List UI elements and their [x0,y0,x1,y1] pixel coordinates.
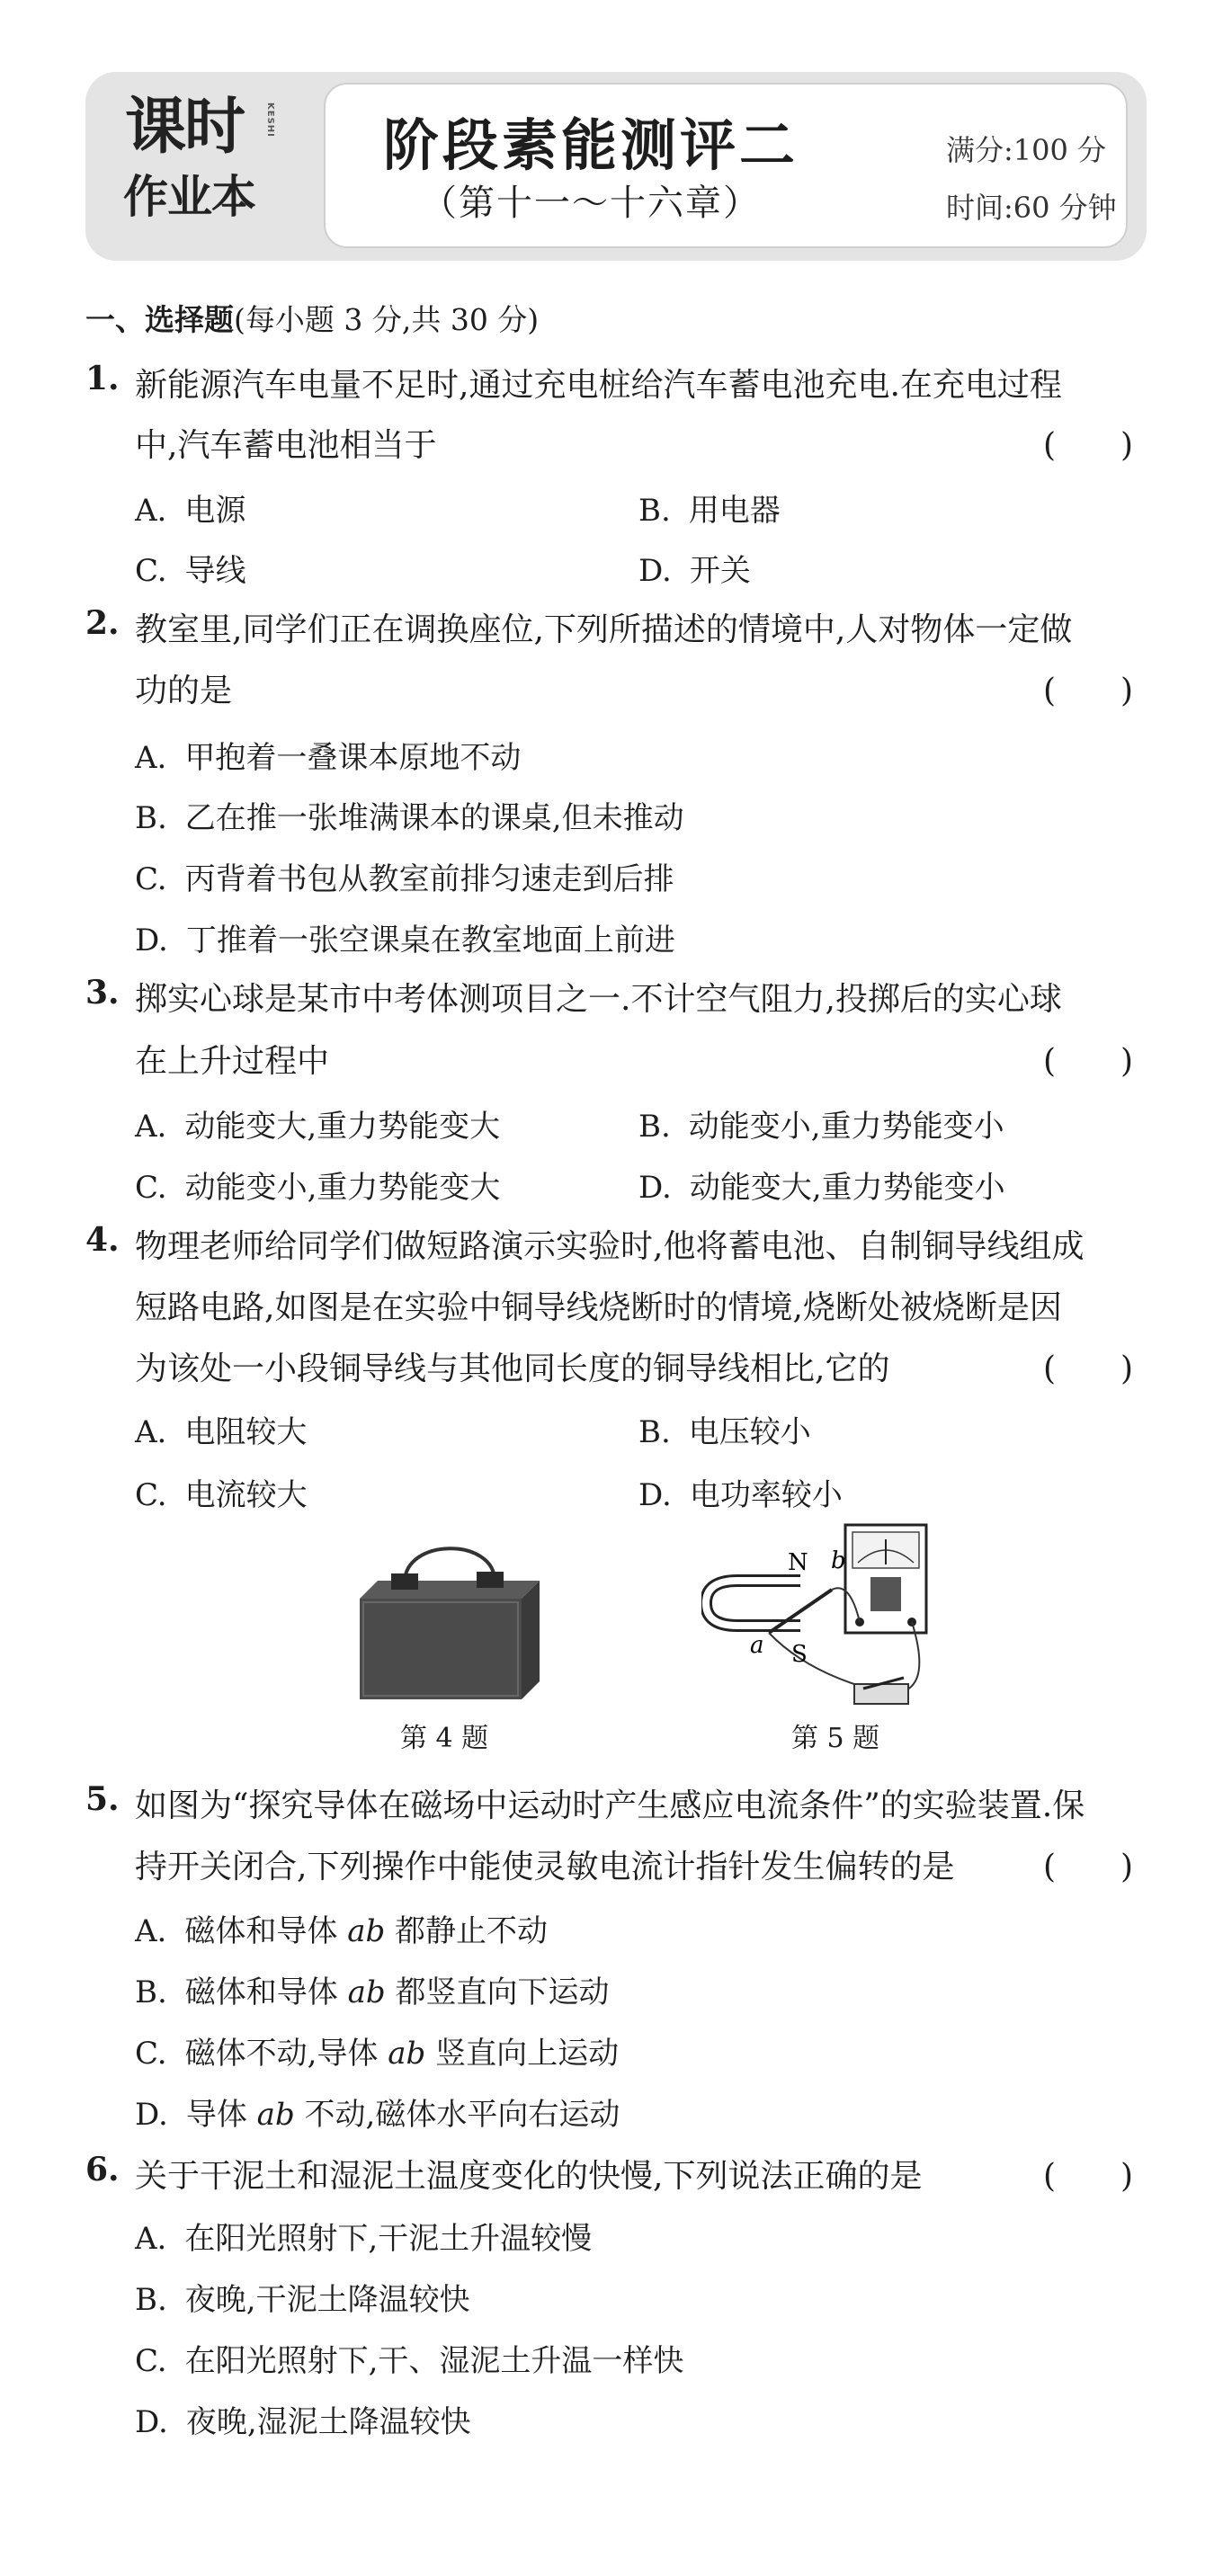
option-label: A. [135,1913,167,1949]
option-text: 甲抱着一叠课本原地不动 [184,740,522,776]
option-text: 电源 [184,493,246,529]
option-text: 动能变小,重力势能变大 [184,1170,501,1206]
option-label: C. [135,861,167,897]
question-3-option-b [638,1101,1004,1145]
option-label: C. [135,1170,167,1206]
question-5-option-a [135,1906,548,1950]
option-text: 电流较大 [184,1477,308,1513]
option-text: 在阳光照射下,干、湿泥土升温一样快 [184,2343,684,2379]
figure-5-caption: 第 5 题 [791,1723,880,1754]
option-text: 动能变小,重力势能变小 [688,1109,1004,1145]
option-text: 丙背着书包从教室前排匀速走到后排 [184,861,674,897]
option-label: D. [638,1477,672,1513]
question-1-option-d [638,546,751,590]
logo-pinyin-text: KESHI [265,103,275,138]
option-text: 动能变大,重力势能变大 [184,1109,501,1145]
magnet-label-n: N [788,1549,808,1576]
question-5-option-c [135,2028,619,2072]
option-label: B. [638,1414,671,1450]
battery-front [360,1599,522,1699]
option-label: D. [638,1170,672,1206]
question-1-line-2: 中,汽车蓄电池相当于 [135,427,437,464]
option-label: B. [638,1109,671,1145]
full-score: 满分:100 分 [946,133,1107,167]
title-box [324,83,1128,248]
option-label: C. [135,553,167,589]
section-title-text: 一、选择题 [85,302,234,337]
question-4-option-b [638,1407,811,1451]
battery-top [360,1581,540,1599]
page-title: 阶段素能测评二 [382,112,799,178]
question-4-line-2: 短路电路,如图是在实验中铜导线烧断时的情境,烧断处被烧断是因 [135,1289,1062,1326]
question-3-line-2: 在上升过程中 [135,1043,330,1080]
option-text: 开关 [689,553,751,589]
option-label: D. [135,2404,168,2440]
question-5-line-1: 如图为“探究导体在磁场中运动时产生感应电流条件”的实验装置.保 [135,1787,1085,1824]
option-variable: ab [347,1913,386,1949]
question-3-answer-blank: ( ) [1043,1043,1134,1080]
option-text: 在阳光照射下,干泥土升温较慢 [184,2221,593,2257]
question-1-line-1: 新能源汽车电量不足时,通过充电桩给汽车蓄电池充电.在充电过程 [135,367,1062,404]
question-6-option-b [135,2275,470,2319]
figure-4-caption: 第 4 题 [400,1723,489,1754]
option-label: B. [135,800,167,836]
option-text: 动能变大,重力势能变小 [689,1170,1005,1206]
question-6-option-a [135,2214,592,2258]
option-text: 乙在推一张堆满课本的课桌,但未推动 [184,800,684,836]
page-subtitle: （第十一～十六章） [421,183,761,224]
option-text: 电压较小 [688,1414,811,1450]
question-2-number: 2. [85,604,120,642]
question-6-answer-blank: ( ) [1043,2158,1134,2195]
question-5-option-b [135,1967,609,2011]
battery-terminal-right [477,1572,504,1588]
question-4-option-a [135,1407,307,1451]
question-2-option-d [135,915,675,959]
battery-terminal-left [391,1573,418,1590]
question-6-option-d [135,2397,471,2441]
question-2-option-a [135,733,521,777]
logo-sub-text: 作业本 [123,171,255,223]
question-4-line-1: 物理老师给同学们做短路演示实验时,他将蓄电池、自制铜导线组成 [135,1228,1085,1265]
option-text: 导体 [185,2097,247,2133]
option-text: 电阻较大 [184,1414,308,1450]
conductor-label-a: a [750,1632,764,1659]
question-3-number: 3. [85,974,120,1012]
option-label: D. [638,553,672,589]
option-text: 磁体不动,导体 [184,2036,379,2072]
question-5-line-2: 持开关闭合,下列操作中能使灵敏电流计指针发生偏转的是 [135,1849,955,1885]
question-4-line-3: 为该处一小段铜导线与其他同长度的铜导线相比,它的 [135,1350,890,1387]
option-text: 导线 [184,553,246,589]
question-6-number: 6. [85,2151,120,2188]
question-3-option-d [638,1163,1005,1207]
option-text: 丁推着一张空课桌在教室地面上前进 [185,923,675,958]
question-4-option-c [135,1470,308,1514]
question-1-option-a [135,486,245,530]
question-1-answer-blank: ( ) [1043,427,1134,464]
question-6-option-c [135,2336,683,2380]
question-2-option-b [135,793,684,837]
question-1-number: 1. [85,360,120,397]
question-4-number: 4. [85,1221,120,1259]
section-note: (每小题 3 分,共 30 分) [234,302,540,337]
header-banner [85,72,1147,261]
option-label: A. [135,1414,167,1450]
question-5-number: 5. [85,1780,120,1818]
option-label: B. [638,493,671,529]
question-3-option-a [135,1101,500,1145]
switch-base [854,1684,908,1704]
conductor-label-b: b [831,1547,846,1574]
galvanometer-mechanism [870,1577,901,1611]
question-4-option-d [638,1470,843,1514]
question-3-line-1: 掷实心球是某市中考体测项目之一.不计空气阻力,投掷后的实心球 [135,981,1062,1018]
option-label: B. [135,2282,167,2318]
option-label: D. [135,2097,168,2133]
question-1-option-c [135,546,246,590]
question-3-option-c [135,1163,500,1207]
option-text: 磁体和导体 [184,1974,338,2010]
time-limit: 时间:60 分钟 [946,191,1117,225]
option-text-rest: 都竖直向下运动 [395,1974,610,2010]
option-text: 夜晚,干泥土降温较快 [184,2282,470,2318]
option-text: 夜晚,湿泥土降温较快 [185,2404,471,2440]
option-variable: ab [388,2036,426,2072]
magnet-label-s: S [791,1641,808,1668]
option-text: 电功率较小 [689,1477,843,1513]
battery-side [522,1581,540,1699]
option-variable: ab [347,1974,386,2010]
question-4-answer-blank: ( ) [1043,1350,1134,1387]
option-label: A. [135,740,167,776]
option-label: C. [135,2036,167,2072]
question-2-option-c [135,854,674,898]
option-label: D. [135,923,168,958]
question-6-line-1: 关于干泥土和湿泥土温度变化的快慢,下列说法正确的是 [135,2158,923,2195]
option-variable: ab [256,2097,295,2133]
option-label: A. [135,2221,167,2257]
option-label: A. [135,493,167,529]
question-2-line-1: 教室里,同学们正在调换座位,下列所描述的情境中,人对物体一定做 [135,611,1073,648]
question-5-answer-blank: ( ) [1043,1849,1134,1885]
option-label: A. [135,1109,167,1145]
logo-main-text: 课时 [125,92,245,163]
figure-5-apparatus [701,1518,971,1720]
option-text-rest: 都静止不动 [395,1913,549,1949]
option-text-rest: 不动,磁体水平向右运动 [304,2097,620,2133]
option-text: 用电器 [688,493,781,529]
option-text-rest: 竖直向上运动 [435,2036,620,2072]
option-text: 磁体和导体 [184,1913,338,1949]
option-label: C. [135,2343,167,2379]
option-label: C. [135,1477,167,1513]
question-2-line-2: 功的是 [135,673,233,709]
figure-4-battery [342,1529,558,1708]
question-2-answer-blank: ( ) [1043,673,1134,709]
question-5-option-d [135,2090,620,2134]
section-title [85,297,539,339]
option-label: B. [135,1974,167,2010]
question-1-option-b [638,486,781,530]
logo [121,92,301,241]
